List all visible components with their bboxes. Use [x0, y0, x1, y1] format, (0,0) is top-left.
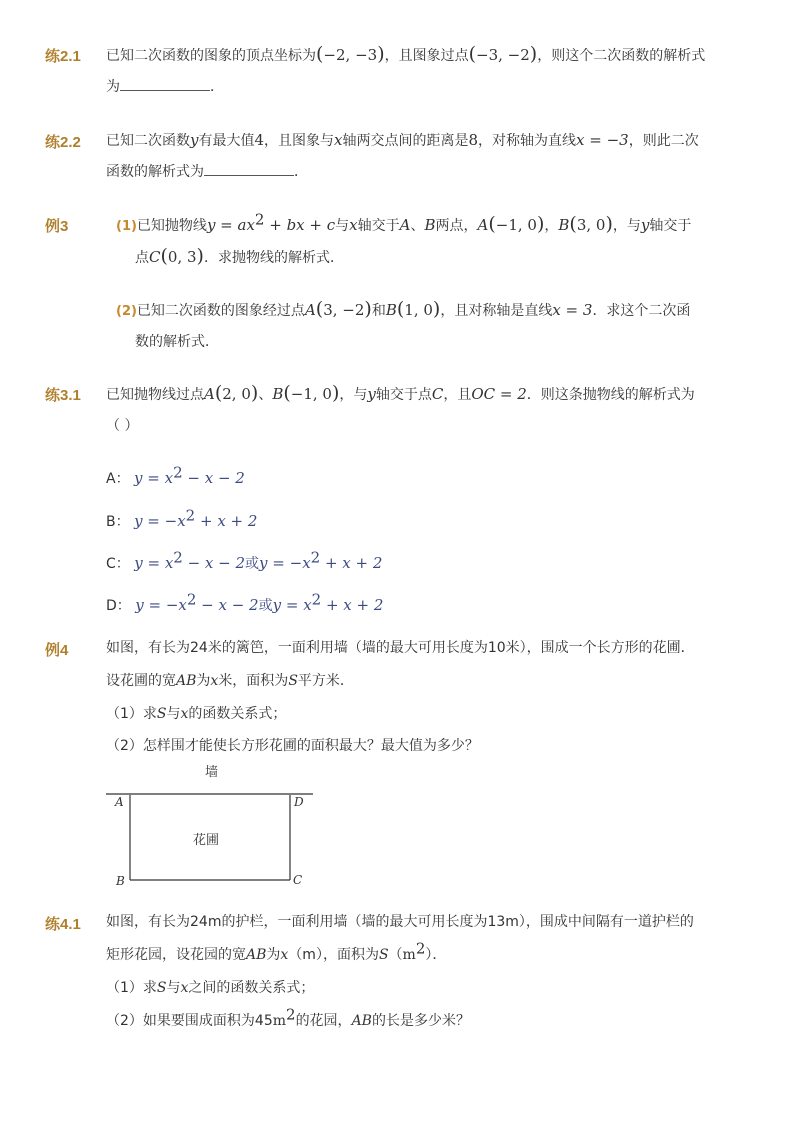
question-1: （1）求S与x之间的函数关系式；: [106, 980, 315, 996]
problem-text: 数的解析式．: [135, 334, 219, 350]
wall-label: 墙: [205, 765, 219, 780]
problem-label: 练2.2: [45, 134, 81, 151]
point-d: D: [294, 795, 304, 809]
problem-text: (2)已知二次函数的图象经过点A(3, −2)和B(1, 0)，且对称轴是直线x = 3．求这个二次函: [116, 298, 691, 320]
option-b[interactable]: B： $y = -x^2 + x + 2$: [106, 506, 258, 530]
problem-text: 函数的解析式为 ．: [106, 161, 308, 183]
example-label: 例4: [45, 642, 69, 659]
problem-label: 练3.1: [45, 387, 81, 404]
problem-label: 练2.1: [45, 48, 81, 65]
problem-text: 矩形花园，设花园的宽AB为x（m），面积为$S(m^2)$．: [106, 939, 447, 963]
question-1: （1）求S与x的函数关系式；: [106, 706, 287, 722]
example-label: 例3: [45, 218, 69, 235]
answer-paren: （ ）: [106, 418, 139, 434]
problem-label: 练4.1: [45, 916, 81, 933]
point-a: A: [115, 795, 124, 809]
problem-text: 点C(0, 3)．求抛物线的解析式．: [135, 245, 344, 267]
problem-text: 已知二次函数y有最大值4，且图象与x轴两交点间的距离是8，对称轴为直线x = −3，则此二次: [106, 131, 699, 149]
problem-text: 如图，有长为24m的护栏，一面利用墙（墙的最大可用长度为13m），围成中间隔有一道护栏的: [106, 914, 694, 930]
garden-label: 花圃: [193, 833, 220, 848]
option-c[interactable]: C： $y = x^2 - x - 2$或$y = -x^2 + x + 2$: [106, 548, 383, 572]
problem-text: 设花圃的宽AB为x米，面积为S平方米．: [106, 673, 354, 689]
problem-text: 如图，有长为24米的篱笆，一面利用墙（墙的最大可用长度为10米），围成一个长方形的花圃．: [106, 640, 695, 656]
point-c: C: [293, 873, 303, 887]
question-2: （2）如果要围成面积为$45m^2$的花园，AB的长是多少米？: [106, 1005, 470, 1029]
point-b: B: [116, 874, 125, 888]
option-d[interactable]: D： $y = -x^2 - x - 2$或$y = x^2 + x + 2$: [106, 590, 384, 614]
problem-text: 为 ．: [106, 76, 224, 98]
problem-text: (1)已知抛物线$y = ax^2$ + bx + c与x轴交于A、B两点，A(−1, 0)，B(3, 0)，与y轴交于: [116, 210, 692, 235]
problem-text: 已知二次函数的图象的顶点坐标为(−2, −3)，且图象过点(−3, −2)，则这个二次函数的解析式: [106, 43, 706, 65]
problem-text: 已知抛物线过点A(2, 0)、B(−1, 0)，与y轴交于点C，且OC = 2．则这条抛物线的解析式为: [106, 382, 695, 404]
option-a[interactable]: A： $y = x^2 - x - 2$: [106, 463, 245, 487]
question-2: （2）怎样围才能使长方形花圃的面积最大？最大值为多少？: [106, 738, 479, 754]
